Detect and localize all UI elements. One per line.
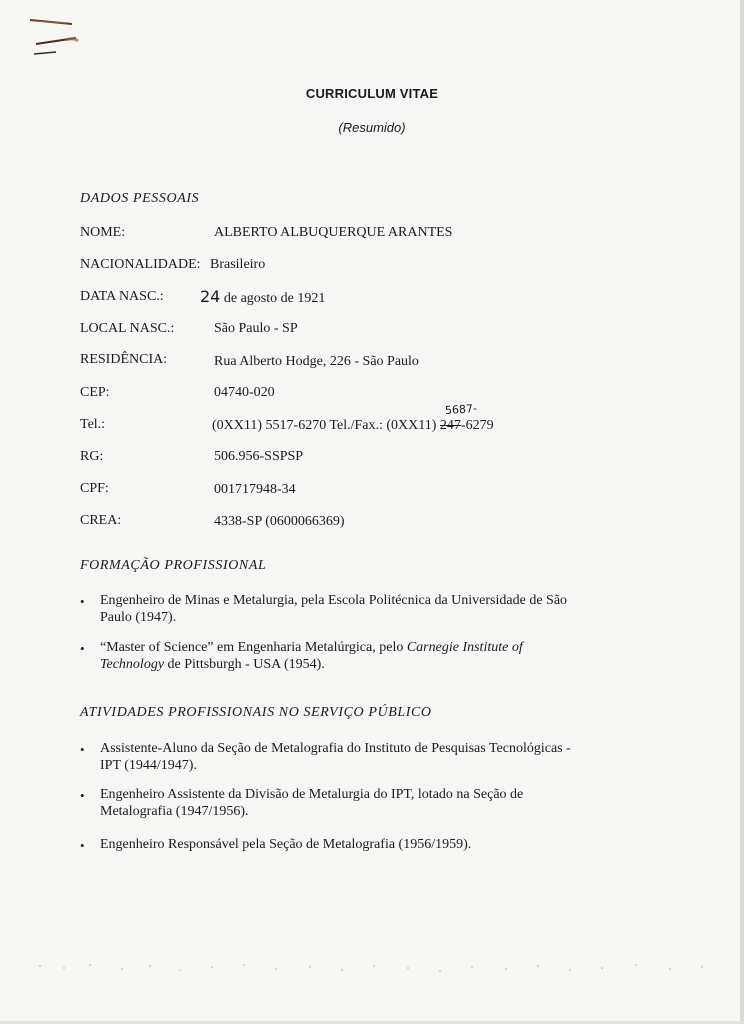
cpf-label: CPF: [80, 481, 109, 496]
list-item-line: Engenheiro de Minas e Metalurgia, pela Escola Politécnica da Universidade de São [100, 593, 568, 608]
text-span: “Master of Science” em Engenharia Metalúrgica, pelo [100, 640, 407, 655]
institution-name-italic: Carnegie Institute of [406, 640, 523, 655]
list-item-line: Engenheiro Assistente da Divisão de Metalurgia do IPT, lotado na Seção de [100, 787, 524, 802]
list-item-atividade-2 [100, 786, 600, 820]
tel-handwritten-correction: 5687- [444, 401, 478, 418]
list-item-formacao-2 [100, 639, 620, 673]
cep-label: CEP: [80, 385, 110, 400]
bullet-icon: • [80, 641, 85, 656]
tel-value-suffix: -6279 [460, 418, 494, 433]
residencia-value: Rua Alberto Hodge, 226 - São Paulo [214, 354, 419, 369]
section-heading-formacao: FORMAÇÃO PROFISSIONAL [80, 558, 267, 573]
list-item-line: Paulo (1947). [100, 610, 177, 625]
crea-value: 4338-SP (0600066369) [214, 514, 345, 529]
tel-label: Tel.: [80, 417, 106, 432]
nacionalidade-value: Brasileiro [210, 257, 266, 272]
residencia-label: RESIDÊNCIA: [80, 352, 168, 367]
list-item-line: Metalografia (1947/1956). [100, 804, 249, 819]
bullet-icon: • [80, 788, 85, 803]
data-nasc-value [200, 287, 325, 307]
rg-label: RG: [80, 449, 104, 464]
tel-value-prefix: (0XX11) 5517-6270 Tel./Fax.: (0XX11) [212, 418, 437, 433]
tel-value [212, 418, 494, 434]
scan-noise-dots [30, 958, 720, 978]
page-edge-right [740, 0, 744, 1024]
bullet-icon: • [80, 594, 85, 609]
crea-label: CREA: [80, 513, 122, 528]
institution-name-italic: Technology [100, 657, 165, 672]
page-title: CURRICULUM VITAE [305, 86, 439, 101]
list-item-formacao-1 [100, 592, 600, 626]
data-nasc-day: 24 [200, 287, 221, 306]
list-item-line [100, 656, 620, 673]
data-nasc-label: DATA NASC.: [80, 289, 164, 304]
list-item-line: IPT (1944/1947). [100, 758, 197, 773]
page-subtitle: (Resumido) [338, 120, 406, 135]
rg-value: 506.956-SSPSP [214, 449, 304, 464]
list-item-line [100, 639, 620, 656]
nome-label: NOME: [80, 225, 126, 240]
section-heading-dados-pessoais: DADOS PESSOAIS [80, 191, 200, 206]
bullet-icon: • [80, 742, 85, 757]
list-item-line: Engenheiro Responsável pela Seção de Metalografia (1956/1959). [100, 837, 472, 852]
nacionalidade-label: NACIONALIDADE: [80, 257, 201, 272]
cep-value: 04740-020 [214, 385, 275, 400]
local-nasc-label: LOCAL NASC.: [80, 321, 175, 336]
nome-value: ALBERTO ALBUQUERQUE ARANTES [214, 225, 453, 240]
bullet-icon: • [80, 838, 85, 853]
text-span: de Pittsburgh - USA (1954). [164, 657, 325, 672]
list-item-line: Assistente-Aluno da Seção de Metalografia do Instituto de Pesquisas Tecnológicas - [100, 741, 571, 756]
list-item-atividade-3 [100, 836, 600, 853]
tel-struck-number: 247 [439, 418, 461, 433]
cpf-value: 001717948-34 [214, 482, 296, 497]
local-nasc-value: São Paulo - SP [214, 321, 298, 336]
data-nasc-rest: de agosto de 1921 [223, 291, 326, 306]
staple-mark-icon [26, 10, 86, 62]
section-heading-atividades: ATIVIDADES PROFISSIONAIS NO SERVIÇO PÚBLICO [80, 705, 432, 720]
list-item-atividade-1 [100, 740, 610, 774]
